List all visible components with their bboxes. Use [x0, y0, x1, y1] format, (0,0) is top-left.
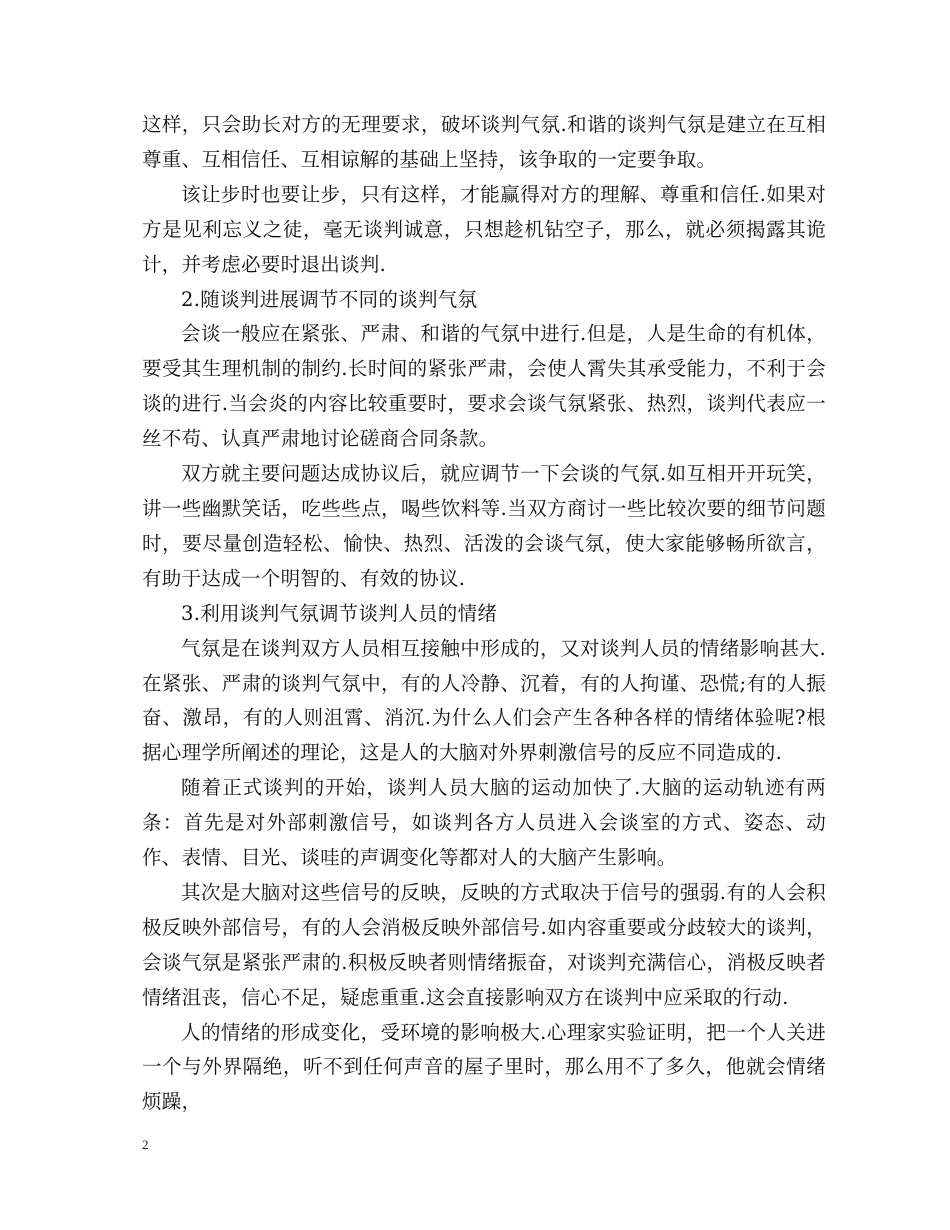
- paragraph: 气氛是在谈判双方人员相互接触中形成的，又对谈判人员的情绪影响甚大.在紧张、严肃的谈判气氛中，有的人冷静、沉着，有的人拘谨、恐慌;有的人振奋、激昂，有的人则沮霄、消沉.为什么人们会产生各种各样的情绪体验呢?根据心理学所阐述的理论，这是人的大脑对外界刺激信号的反应不同造成的.: [142, 636, 826, 765]
- body-text: [142, 108, 826, 1120]
- page-number: 2: [142, 1137, 149, 1152]
- paragraph: 其次是大脑对这些信号的反映，反映的方式取决于信号的强弱.有的人会积极反映外部信号，有的人会消极反映外部信号.如内容重要或分歧较大的谈判，会谈气氛是紧张严肃的.积极反映者则情绪振奋，对谈判充满信心，消极反映者情绪沮丧，信心不足，疑虑重重.这会直接影响双方在谈判中应采取的行动.: [142, 880, 826, 1009]
- paragraph: 随着正式谈判的开始，谈判人员大脑的运动加快了.大脑的运动轨迹有两条：首先是对外部刺激信号，如谈判各方人员进入会谈室的方式、姿态、动作、表情、目光、谈哇的声调变化等都对人的大脑产生影响。: [142, 776, 826, 870]
- paragraph: 该让步时也要让步，只有这样，才能赢得对方的理解、尊重和信任.如果对方是见利忘义之徒，毫无谈判诚意，只想趁机钻空子，那么，就必须揭露其诡计，并考虑必要时退出谈判.: [142, 182, 826, 276]
- section-heading: 3.利用谈判气氛调节谈判人员的情绪: [181, 601, 498, 625]
- paragraph: 会谈一般应在紧张、严肃、和谐的气氛中进行.但是，人是生命的有机体，要受其生理机制的制约.长时间的紧张严肃，会使人霄失其承受能力，不利于会谈的进行.当会炎的内容比较重要时，要求会谈气氛紧张、热烈，谈判代表应一丝不苟、认真严肃地讨论磋商合同条款。: [142, 322, 826, 451]
- section-heading: 2.随谈判进展调节不同的谈判气氛: [181, 287, 478, 311]
- paragraph: 人的情绪的形成变化，受环境的影响极大.心理家实验证明，把一个人关进一个与外界隔绝，听不到任何声音的屋子里时，那么用不了多久，他就会情绪烦躁，: [142, 1020, 826, 1114]
- paragraph: 这样，只会助长对方的无理要求，破坏谈判气氛.和谐的谈判气氛是建立在互相尊重、互相信任、互相谅解的基础上坚持，该争取的一定要争取。: [142, 113, 826, 171]
- paragraph: 双方就主要问题达成协议后，就应调节一下会谈的气氛.如互相开开玩笑，讲一些幽默笑话，吃些些点，喝些饮料等.当双方商讨一些比较次要的细节问题时，要尽量创造轻松、愉快、热烈、活泼的会谈气氛，使大家能够畅所欲言，有助于达成一个明智的、有效的协议.: [142, 462, 826, 590]
